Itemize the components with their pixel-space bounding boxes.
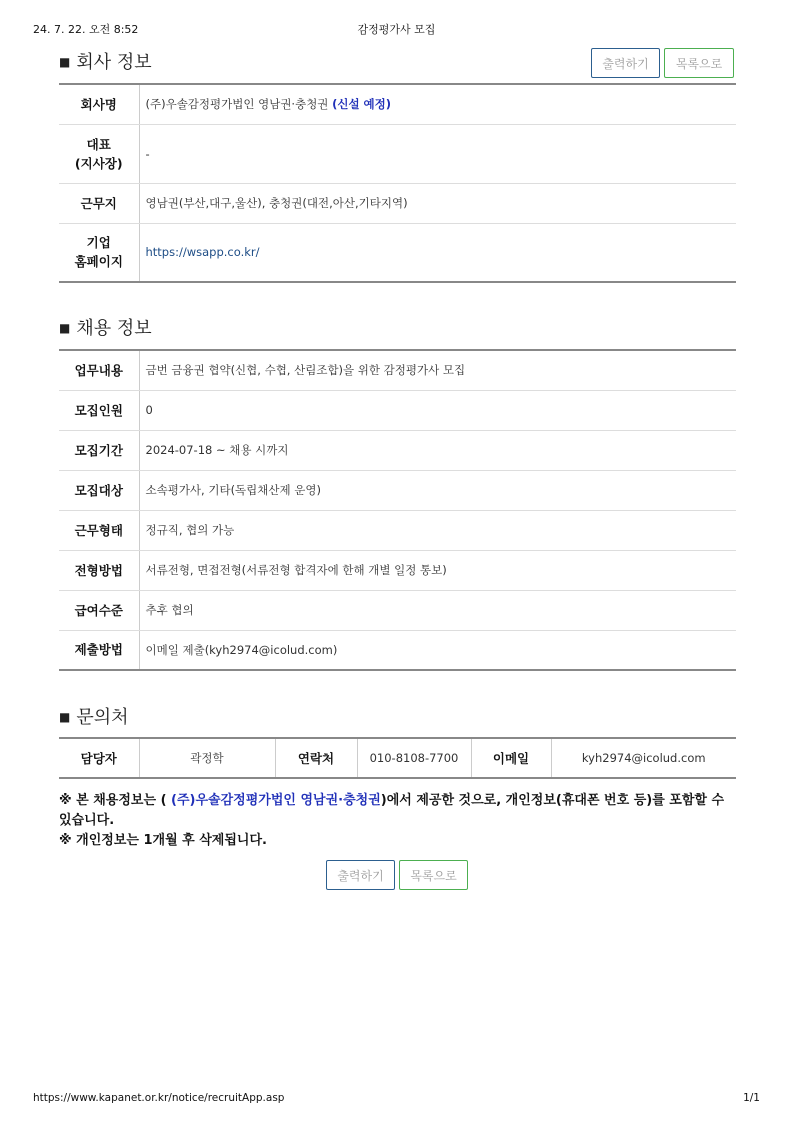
table-row bbox=[59, 183, 736, 223]
company-name-badge: (신설 예정) bbox=[332, 97, 392, 112]
row-value: 추후 협의 bbox=[139, 590, 736, 630]
row-value: 소속평가사, 기타(독립채산제 운영) bbox=[139, 470, 736, 510]
table-row bbox=[59, 430, 736, 470]
homepage-label-line2: 홈페이지 bbox=[74, 254, 123, 270]
recruit-section-title-text: 채용 정보 bbox=[76, 318, 152, 339]
table-row bbox=[59, 550, 736, 590]
ceo-label bbox=[59, 124, 139, 183]
homepage-cell bbox=[139, 223, 736, 282]
row-value: 0 bbox=[139, 390, 736, 430]
print-button-bottom[interactable]: 출력하기 bbox=[326, 860, 395, 890]
list-button-top[interactable]: 목록으로 bbox=[664, 48, 734, 78]
print-page-number: 1/1 bbox=[743, 1092, 760, 1104]
company-table bbox=[59, 83, 736, 283]
section-marker: ■ bbox=[59, 55, 71, 69]
manager-value: 곽정학 bbox=[139, 738, 275, 778]
row-label: 업무내용 bbox=[59, 350, 139, 390]
recruit-section-title bbox=[59, 314, 152, 340]
homepage-label bbox=[59, 223, 139, 282]
row-label: 급여수준 bbox=[59, 590, 139, 630]
row-value: 서류전형, 면접전형(서류전형 합격자에 한해 개별 일정 통보) bbox=[139, 550, 736, 590]
contact-section-title bbox=[59, 703, 129, 729]
print-url: https://www.kapanet.or.kr/notice/recruitApp.asp bbox=[33, 1092, 285, 1104]
location-value: 영남권(부산,대구,울산), 충청권(대전,아산,기타지역) bbox=[139, 183, 736, 223]
table-row bbox=[59, 84, 736, 124]
company-section-title bbox=[59, 48, 152, 74]
company-name-cell bbox=[139, 84, 736, 124]
homepage-link[interactable]: https://wsapp.co.kr/ bbox=[145, 245, 260, 260]
notice-line-1 bbox=[59, 791, 739, 831]
row-label: 모집기간 bbox=[59, 430, 139, 470]
table-row bbox=[59, 223, 736, 282]
table-row bbox=[59, 630, 736, 670]
contact-table bbox=[59, 737, 736, 779]
section-marker: ■ bbox=[59, 321, 71, 335]
row-label: 모집대상 bbox=[59, 470, 139, 510]
row-label: 전형방법 bbox=[59, 550, 139, 590]
row-label: 모집인원 bbox=[59, 390, 139, 430]
table-row bbox=[59, 510, 736, 550]
privacy-notice bbox=[59, 791, 739, 851]
table-row bbox=[59, 350, 736, 390]
table-row bbox=[59, 590, 736, 630]
company-name-label: 회사명 bbox=[59, 84, 139, 124]
email-value: kyh2974@icolud.com bbox=[581, 751, 706, 765]
phone-value: 010-8108-7700 bbox=[357, 738, 471, 778]
notice-company: (주)우솔감정평가법인 영남권·충청권 bbox=[171, 793, 381, 808]
notice-prefix: ※ 본 채용정보는 ( bbox=[59, 793, 167, 808]
email-label: 이메일 bbox=[471, 738, 551, 778]
list-button-bottom[interactable]: 목록으로 bbox=[399, 860, 468, 890]
ceo-value: - bbox=[139, 124, 736, 183]
table-row bbox=[59, 738, 736, 778]
print-date: 24. 7. 22. 오전 8:52 bbox=[33, 23, 139, 36]
row-value: 금번 금융권 협약(신협, 수협, 산림조합)을 위한 감정평가사 모집 bbox=[139, 350, 736, 390]
print-button-top[interactable]: 출력하기 bbox=[591, 48, 660, 78]
company-name-value: (주)우솔감정평가법인 영남권·충청권 bbox=[145, 97, 329, 112]
table-row bbox=[59, 390, 736, 430]
table-row bbox=[59, 124, 736, 183]
ceo-label-line1: 대표 bbox=[86, 136, 111, 152]
manager-label: 담당자 bbox=[59, 738, 139, 778]
row-value: 이메일 제출(kyh2974@icolud.com) bbox=[145, 642, 338, 657]
row-value: 2024-07-18 ~ 채용 시까지 bbox=[139, 430, 736, 470]
contact-section-title-text: 문의처 bbox=[76, 707, 129, 728]
recruit-table bbox=[59, 349, 736, 671]
ceo-label-line2: (지사장) bbox=[74, 155, 123, 171]
notice-line-2: ※ 개인정보는 1개월 후 삭제됩니다. bbox=[59, 833, 267, 848]
row-label: 제출방법 bbox=[59, 630, 139, 670]
section-marker: ■ bbox=[59, 710, 71, 724]
notice-suffix: )에서 제공한 것으로, 개인정보(휴대폰 번호 등)를 포함할 수 있습니다. bbox=[59, 793, 725, 828]
location-label: 근무지 bbox=[59, 183, 139, 223]
table-row bbox=[59, 470, 736, 510]
homepage-label-line1: 기업 bbox=[86, 235, 111, 251]
row-label: 근무형태 bbox=[59, 510, 139, 550]
row-value: 정규직, 협의 가능 bbox=[139, 510, 736, 550]
phone-label: 연락처 bbox=[275, 738, 357, 778]
company-section-title-text: 회사 정보 bbox=[76, 52, 152, 73]
print-title: 감정평가사 모집 bbox=[357, 23, 436, 36]
